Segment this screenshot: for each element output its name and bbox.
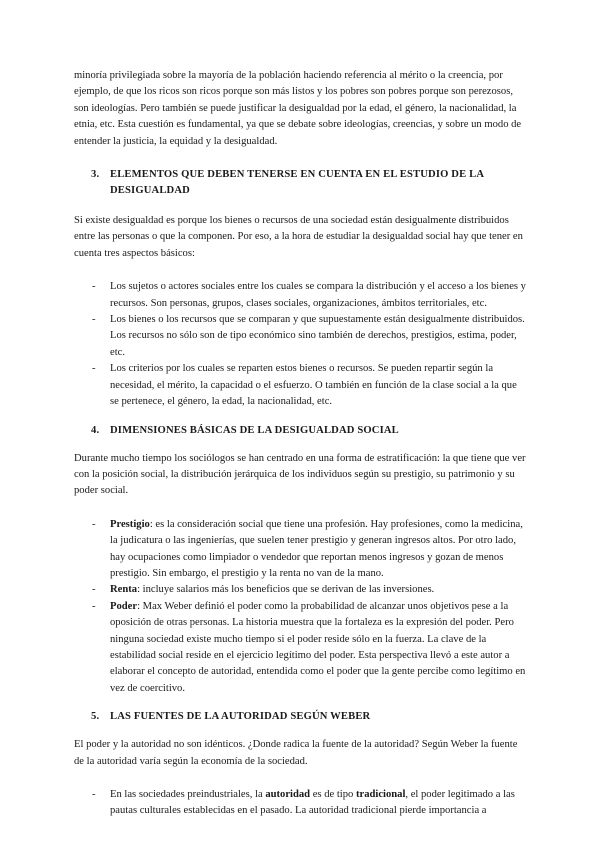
- section-3-paragraph: Si existe desigualdad es porque los bienes o recursos de una sociedad están desigualmente distribuidos entre las personas o que la componen. Por eso, a la hora de estudiar la desigualdad social hay que tener en cuenta tres aspectos básicos:: [74, 215, 523, 259]
- section-3-number: 3.: [91, 169, 100, 181]
- section-4-heading: [74, 423, 528, 439]
- term-prestigio: Prestigio: [110, 518, 150, 530]
- section-3-list: [74, 279, 528, 410]
- term-poder: Poder: [110, 600, 138, 612]
- section-3-heading: [74, 167, 528, 199]
- section-4-list: [74, 517, 528, 697]
- list-item: - En las sociedades preindustriales, la autoridad es de tipo tradicional, el poder legitimado a las pautas culturales establecidas en el pasado. La autoridad tradicional pierde importancia a: [92, 789, 515, 817]
- section-5-list: [74, 787, 528, 820]
- list-item: - Prestigio: es la consideración social que tiene una profesión. Hay profesiones, como la medicina, la judicatura o las ingenierías, que suelen tener prestigio y generan ingresos altos. Por otro lado, hay ocupaciones como limpiador o vendedor que reportan menos ingresos y gozan de menos prestigio. Sin embargo, el prestigio y la renta no van de la mano.: [92, 518, 523, 579]
- list-item: - Los sujetos o actores sociales entre los cuales se compara la distribución y el acceso a los bienes y recursos. Son personas, grupos, clases sociales, organizaciones, ámbitos territoriales, etc.: [92, 281, 526, 309]
- list-item: - Renta: incluye salarios más los beneficios que se derivan de las inversiones.: [92, 584, 435, 596]
- document-page: [74, 68, 528, 832]
- section-5-number: 5.: [91, 711, 100, 723]
- term-autoridad: autoridad: [265, 789, 311, 800]
- section-5-paragraph: El poder y la autoridad no son idénticos. ¿Donde radica la fuente de la autoridad? Según Weber la fuente de la autoridad varía según la economía de la sociedad.: [74, 739, 518, 767]
- list-item: - Poder: Max Weber definió el poder como la probabilidad de alcanzar unos objetivos pese a la oposición de otras personas. La historia muestra que la fortaleza es la expresión del poder. Pero ninguna sociedad existe mucho tiempo si el poder reside sólo en la fuerza. La clave de la estabilidad social reside en el ejercicio legítimo del poder. Esta perspectiva llevó a este autor a elaborar el concepto de autoridad, entendida como el poder que la gente percibe como legítimo en vez de coercitivo.: [92, 600, 526, 694]
- section-4-title: DIMENSIONES BÁSICAS DE LA DESIGUALDAD SOCIAL: [110, 424, 399, 436]
- list-item: - Los bienes o los recursos que se comparan y que supuestamente están desigualmente distribuidos. Los recursos no sólo son de tipo económico sino también de derechos, prestigios, estima, poder, etc.: [92, 314, 525, 358]
- section-5-heading: [74, 709, 528, 725]
- term-renta: Renta: [110, 584, 138, 596]
- section-4-number: 4.: [91, 424, 100, 436]
- section-4-paragraph: Durante mucho tiempo los sociólogos se han centrado en una forma de estratificación: la que tiene que ver con la posición social, la distribución jerárquica de los individuos según su prestigio, su patrimonio y su poder social.: [74, 452, 526, 497]
- intro-paragraph: minoría privilegiada sobre la mayoría de la población haciendo referencia al mérito o la creencia, por ejemplo, de que los ricos son ricos porque son más listos y los pobres son pobres porque son perezosos, son ideologías. Pero también se puede justificar la desigualdad por la edad, el género, la nacionalidad, la etnia, etc. Esta cuestión es fundamental, ya que se debate sobre ideologías, creencias, y sobre un modo de entender la justicia, la equidad y la desigualdad.: [74, 70, 522, 147]
- list-item: - Los criterios por los cuales se reparten estos bienes o recursos. Se pueden repartir según la necesidad, el mérito, la capacidad o el esfuerzo. O también en función de la clase social a la que se pertenece, el género, la edad, la nacionalidad, etc.: [92, 363, 517, 408]
- section-3-title: ELEMENTOS QUE DEBEN TENERSE EN CUENTA EN EL ESTUDIO DE LA DESIGUALDAD: [110, 169, 484, 197]
- section-5-title: LAS FUENTES DE LA AUTORIDAD SEGÚN WEBER: [110, 711, 371, 723]
- term-tradicional: tradicional: [355, 789, 406, 800]
